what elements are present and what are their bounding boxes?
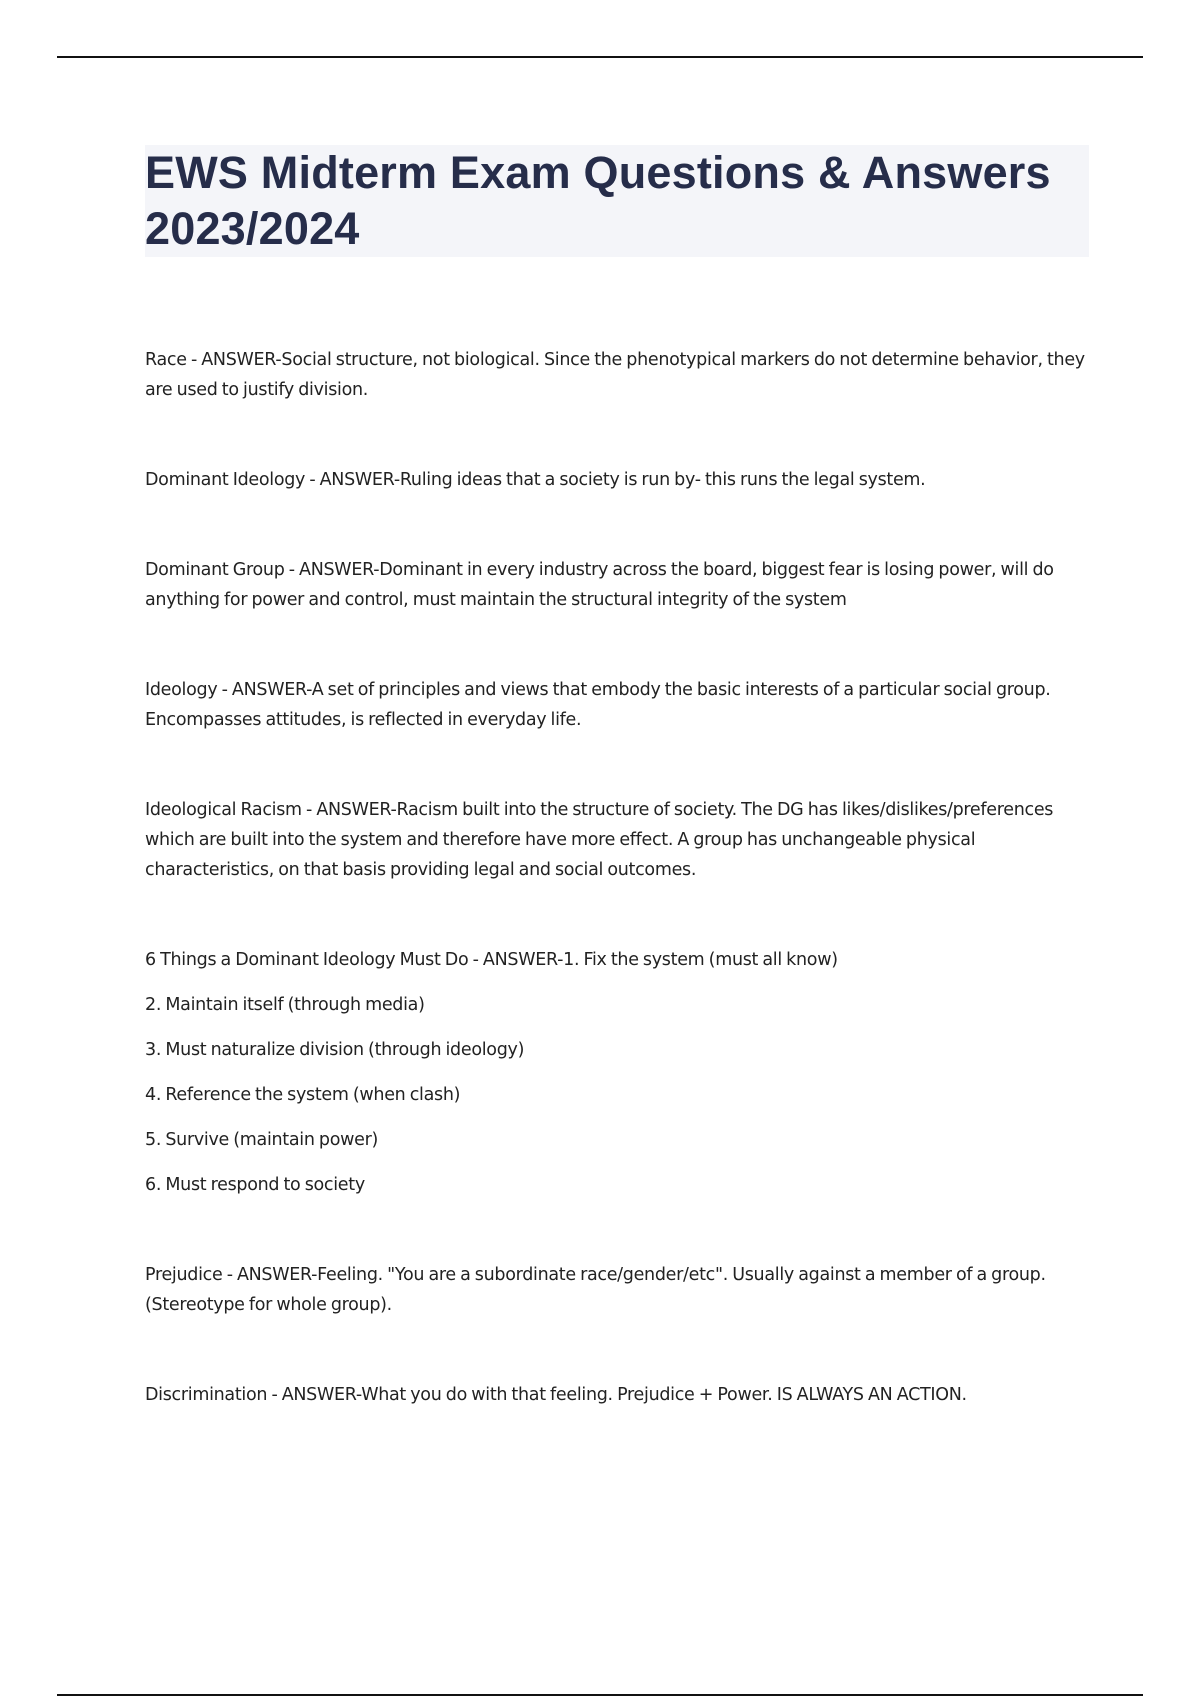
qa-text: Ideology - ANSWER-A set of principles and views that embody the basic interests of a particular social group. Encompasses attitudes, is reflected in everyday life. <box>145 680 1051 730</box>
qa-entry-race <box>145 345 1085 405</box>
qa-text: Dominant Group - ANSWER-Dominant in every industry across the board, biggest fear is losing power, will do anything for power and control, must maintain the structural integrity of the system <box>145 560 1054 610</box>
footer-rule <box>57 1694 1143 1696</box>
qa-entry-dominant-group <box>145 555 1085 615</box>
qa-text: Discrimination - ANSWER-What you do with that feeling. Prejudice + Power. IS ALWAYS AN ACTION. <box>145 1385 967 1405</box>
title-box <box>145 145 1089 257</box>
page-title: EWS Midterm Exam Questions & Answers 2023/2024 <box>145 147 1051 254</box>
list-item: 5. Survive (maintain power) <box>145 1130 379 1150</box>
qa-entry-dominant-ideology <box>145 465 1085 495</box>
qa-text: Race - ANSWER-Social structure, not biological. Since the phenotypical markers do not determine behavior, they are used to justify division. <box>145 350 1085 400</box>
list-item: 2. Maintain itself (through media) <box>145 995 425 1015</box>
qa-text: 6 Things a Dominant Ideology Must Do - ANSWER-1. Fix the system (must all know) <box>145 950 838 970</box>
qa-text: Ideological Racism - ANSWER-Racism built into the structure of society. The DG has likes/dislikes/preferences which are built into the system and therefore have more effect. A group has unchangeable physical characteristics, on that basis providing legal and social outcomes. <box>145 800 1054 880</box>
list-item: 3. Must naturalize division (through ideology) <box>145 1040 525 1060</box>
qa-entry-six-things <box>145 945 1085 1200</box>
qa-entry-discrimination <box>145 1380 1085 1410</box>
qa-entry-ideology <box>145 675 1085 735</box>
list-item: 6. Must respond to society <box>145 1175 365 1195</box>
qa-text: Prejudice - ANSWER-Feeling. "You are a subordinate race/gender/etc". Usually against a member of a group. (Stereotype for whole group). <box>145 1265 1046 1315</box>
qa-text: Dominant Ideology - ANSWER-Ruling ideas that a society is run by- this runs the legal system. <box>145 470 926 490</box>
document-body <box>145 345 1085 1410</box>
qa-entry-ideological-racism <box>145 795 1085 885</box>
list-item: 4. Reference the system (when clash) <box>145 1085 461 1105</box>
header-rule <box>57 56 1143 58</box>
qa-entry-prejudice <box>145 1260 1085 1320</box>
